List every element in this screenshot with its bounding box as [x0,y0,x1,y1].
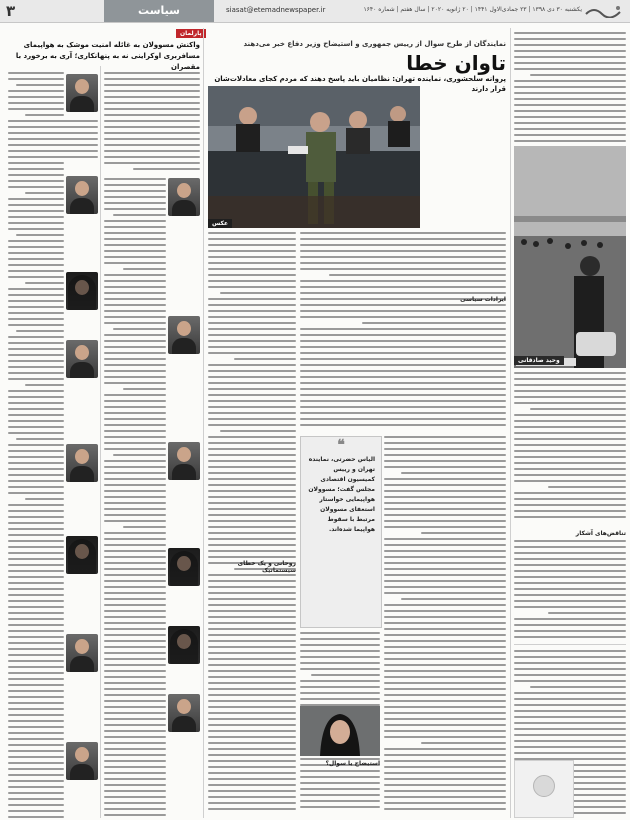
quote-text: الیاس حضرتی، نماینده تهران و رییس کمیسیون اقتصادی مجلس گفت؛ مسوولان هواپیمایی خواستار استعفای مسوولان مرتبط با سقوط هواپیما شده‌اند. [308,456,375,533]
portrait-photo [66,742,98,780]
kicker: نمایندگان از طرح سوال از رییس جمهوری و استیضاح وزیر دفاع خبر می‌دهند [243,40,506,48]
main-photo [208,86,420,228]
column-divider [203,28,204,818]
right-photo [514,146,626,368]
sub-heading: استیضاح یا سوال؟ [325,760,380,767]
body-text [514,372,626,522]
page-header [0,0,630,23]
section-tag: پارلمان [176,29,206,38]
section-label: سیاست [104,0,214,22]
section-divider [514,644,626,645]
body-text [104,72,200,176]
body-text [384,436,506,818]
body-text [8,120,98,160]
portrait-photo [168,626,200,664]
portrait-photo [66,536,98,574]
date-line: یکشنبه ۳۰ دی ۱۳۹۸ | ۲۳ جمادی‌الاول ۱۴۴۱ | ۲۰ ژانویه ۲۰۲۰ | سال هفتم | شماره ۱۶۴۰ [363,6,582,13]
section-email[interactable]: siasat@etemadnewspaper.ir [226,6,326,14]
column-divider [100,66,101,818]
body-text [104,178,166,818]
inset-portrait [300,706,380,756]
quote-mark-icon: ❝ [337,437,345,453]
portrait-photo [168,178,200,216]
portrait-photo [66,340,98,378]
body-text [514,540,626,640]
portrait-photo [66,176,98,214]
page-number: ۳ [6,2,16,20]
body-text [208,232,296,818]
portrait-photo [168,442,200,480]
portrait-photo [66,444,98,482]
portrait-photo [66,272,98,310]
newspaper-logo [584,4,624,20]
field-crowd-icon [514,146,626,368]
sub-heading: روحانی و یک خطای سیستماتیک [237,560,296,574]
ad-emblem-icon [533,775,555,797]
woman-portrait-icon [300,706,380,756]
sub-heading: تناقض‌های آشکار [575,530,626,537]
body-text [8,72,64,818]
column-divider [510,28,511,818]
ad-box [514,760,574,818]
parliament-scene-icon [208,86,420,228]
photo-caption: عکس [208,219,232,228]
photo-caption: وحید صادقانی [514,356,564,365]
main-headline: تاوان خطا [406,51,506,75]
portrait-photo [66,74,98,112]
portrait-photo [168,316,200,354]
body-text [300,232,506,432]
main-subheadline: پروانه سلحشوری، نماینده تهران: نظامیان باید پاسخ دهند که مردم کجای معادلات‌شان قرار دارند [214,75,506,93]
pull-quote [300,436,382,628]
portrait-photo [168,548,200,586]
portrait-photo [66,634,98,672]
sub-heading: ایرادات سیاسی [460,296,506,303]
portrait-photo [168,694,200,732]
left-headline: واکنش مسوولان به غائله امنیت موشک به هواپیمای مسافربری اوکراینی نه به پنهانکاری؛ آری به برخورد با مقصران [15,41,200,71]
